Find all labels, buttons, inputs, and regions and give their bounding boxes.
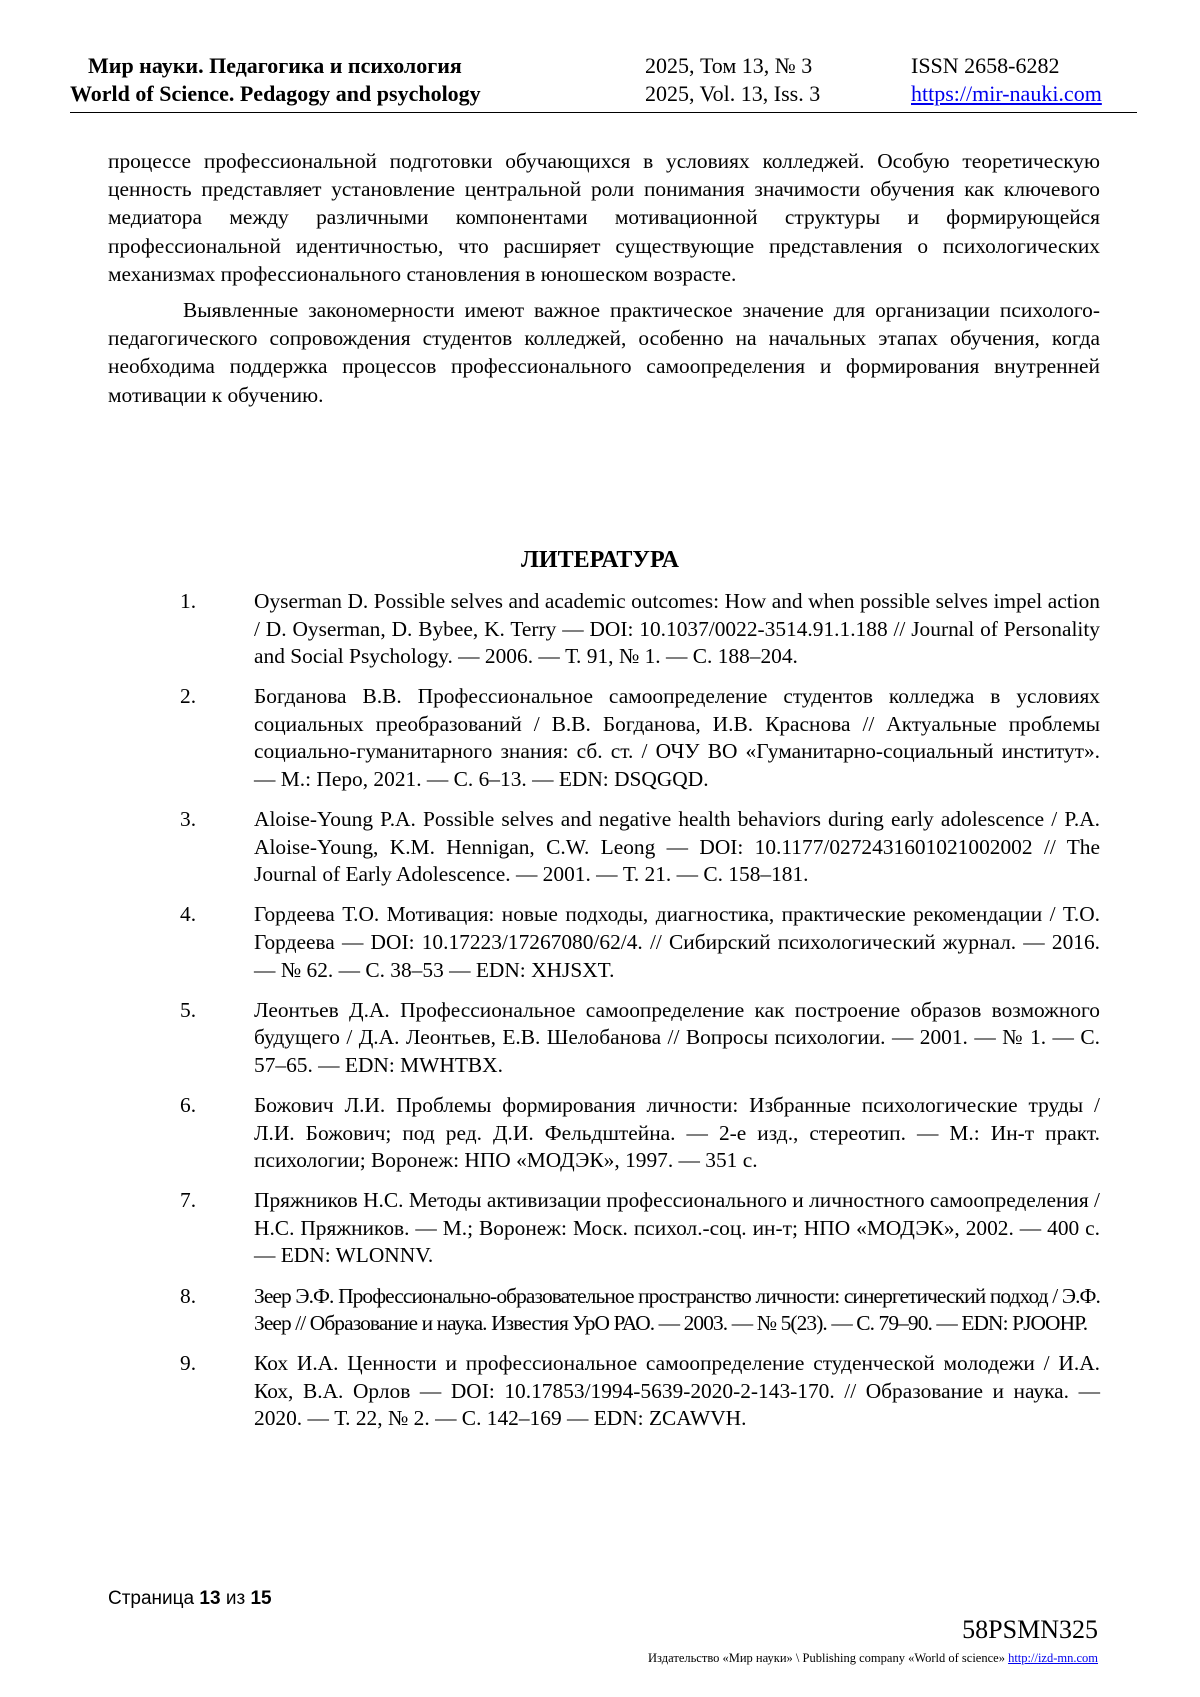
reference-number: 8. [180, 1283, 197, 1308]
issn: ISSN 2658-6282 [911, 53, 1060, 78]
reference-text: Oyserman D. Possible selves and academic outcomes: How and when possible selves impel action / D. Oyserman, D. Bybee, K. Terry — DOI: 10.1037/0022-3514.91.1.188 // Journal of Personality and Social Psychology. — 2006. — Т. 91, № 1. — С. 188–204. [254, 589, 1100, 669]
page-total: 15 [250, 1588, 272, 1609]
journal-title-en: World of Science. Pedagogy and psychology [70, 81, 481, 106]
reference-item [180, 806, 1100, 889]
page-label: Страница [108, 1588, 195, 1609]
publisher-url-link[interactable]: http://izd-mn.com [1008, 1651, 1098, 1665]
references-list [180, 588, 1100, 1446]
reference-text: Зеер Э.Ф. Профессионально-образовательное пространство личности: синергетический подход / Э.Ф. Зеер // Образование и наука. Известия УрО РАО. — 2003. — № 5(23). — С. 79–90. — EDN: PJOOHP. [254, 1283, 1100, 1336]
reference-text: Пряжников Н.С. Методы активизации профессионального и личностного самоопределения / Н.С. Пряжников. — М.; Воронеж: Моск. психол.-соц. ин-т; НПО «МОДЭК», 2002. — 400 с. — EDN: WLONNV. [254, 1188, 1100, 1268]
journal-url-link[interactable]: https://mir-nauki.com [911, 81, 1102, 106]
reference-item [180, 1092, 1100, 1175]
reference-item [180, 588, 1100, 671]
reference-item [180, 683, 1100, 793]
running-header [70, 50, 1137, 113]
body-paragraph-2: Выявленные закономерности имеют важное практическое значение для организации психолого-педагогического сопровождения студентов колледжей, особенно на начальных этапах обучения, когда необходима поддержка процессов профессионального самоопределения и формирования внутренней мотивации к обучению. [108, 298, 1100, 407]
reference-text: Гордеева Т.О. Мотивация: новые подходы, диагностика, практические рекомендации / Т.О. Гордеева — DOI: 10.17223/17267080/62/4. // Сибирский психологический журнал. — 2016. — № 62. — С. 38–53 — EDN: XHJSXT. [254, 902, 1100, 982]
volume-info-en: 2025, Vol. 13, Iss. 3 [645, 81, 821, 106]
reference-number: 6. [180, 1093, 197, 1117]
page-of: из [225, 1588, 246, 1609]
publisher-line [648, 1651, 1098, 1666]
reference-number: 2. [180, 684, 197, 709]
body-text [108, 147, 1100, 409]
volume-info-ru: 2025, Том 13, № 3 [645, 53, 813, 78]
header-row-en [70, 80, 1137, 108]
reference-text: Кох И.А. Ценности и профессиональное самоопределение студенческой молодежи / И.А. Кох, В.А. Орлов — DOI: 10.17853/1994-5639-2020-2-143-170. // Образование и наука. — 2020. — Т. 22, № 2. — С. 142–169 — EDN: ZCAWVH. [254, 1351, 1100, 1431]
reference-text: Богданова В.В. Профессиональное самоопределение студентов колледжа в условиях социальных преобразований / В.В. Богданова, И.В. Краснова // Актуальные проблемы социально-гуманитарного знания: сб. ст. / ОЧУ ВО «Гуманитарно-социальный институт». — М.: Перо, 2021. — С. 6–13. — EDN: DSQGQD. [254, 684, 1100, 792]
reference-text: Божович Л.И. Проблемы формирования личности: Избранные психологические труды / Л.И. Божович; под ред. Д.И. Фельдштейна. — 2-е изд., стереотип. — М.: Ин-т практ. психологии; Воронеж: НПО «МОДЭК», 1997. — 351 с. [254, 1093, 1100, 1173]
reference-item [180, 997, 1100, 1080]
reference-number: 9. [180, 1351, 197, 1376]
reference-number: 7. [180, 1188, 197, 1213]
page-current: 13 [199, 1588, 221, 1609]
reference-item [180, 1283, 1100, 1338]
reference-item [180, 1350, 1100, 1433]
reference-item [180, 901, 1100, 984]
publisher-text: Издательство «Мир науки» \ Publishing company «World of science» [648, 1651, 1005, 1665]
reference-item [180, 1187, 1100, 1270]
reference-text: Aloise-Young P.A. Possible selves and negative health behaviors during early adolescence / P.A. Aloise-Young, K.M. Hennigan, C.W. Leong — DOI: 10.1177/0272431601021002002 // The Journal of Early Adolescence. — 2001. — Т. 21. — С. 158–181. [254, 807, 1100, 887]
journal-title-ru: Мир науки. Педагогика и психология [88, 53, 462, 78]
reference-number: 4. [180, 902, 197, 927]
header-row-ru [70, 52, 1137, 80]
body-paragraph-1: процессе профессиональной подготовки обучающихся в условиях колледжей. Особую теоретическую ценность представляет установление центральной роли понимания значимости обучения как ключевого медиатора между различными компонентами мотивационной структуры и формирующейся профессиональной идентичностью, что расширяет существующие представления о психологических механизмах профессионального становления в юношеском возрасте. [108, 149, 1100, 286]
reference-number: 5. [180, 997, 197, 1022]
reference-number: 1. [180, 589, 197, 613]
references-heading: ЛИТЕРАТУРА [521, 547, 679, 573]
page-number [108, 1588, 272, 1610]
reference-text: Леонтьев Д.А. Профессиональное самоопределение как построение образов возможного будущего / Д.А. Леонтьев, Е.В. Шелобанова // Вопросы психологии. — 2001. — № 1. — С. 57–65. — EDN: MWHTBX. [254, 997, 1100, 1077]
reference-number: 3. [180, 807, 197, 832]
article-code: 58PSMN325 [962, 1615, 1098, 1644]
